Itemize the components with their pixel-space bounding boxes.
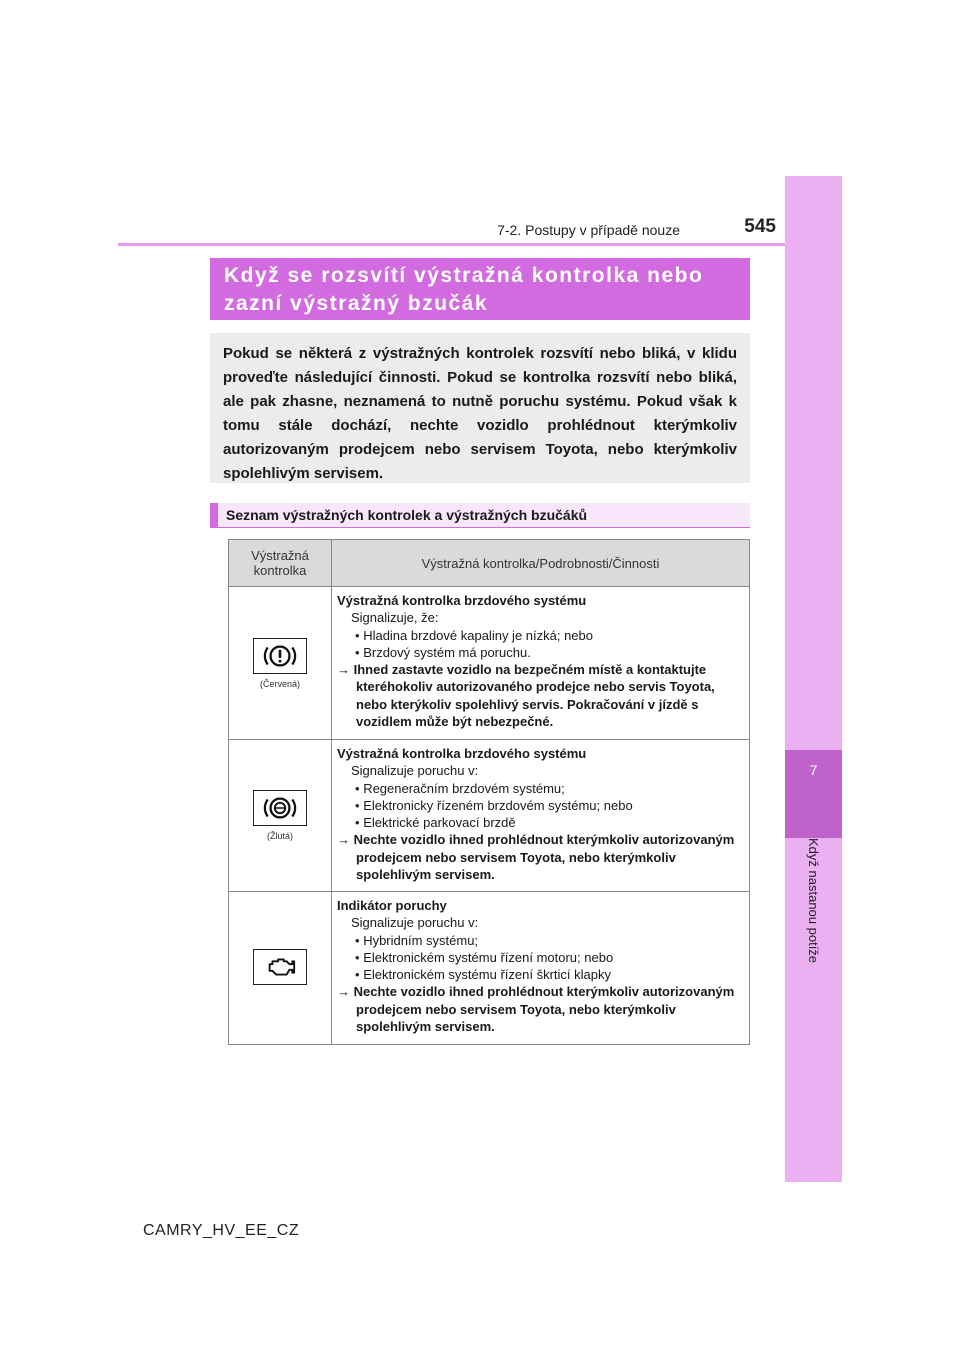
heading-line-2: zazní výstražný bzučák — [224, 292, 489, 315]
icon-caption: (Žlutá) — [266, 831, 293, 841]
row-title: Indikátor poruchy — [337, 898, 447, 913]
column-header-indicator: Výstražná kontrolka — [229, 540, 332, 587]
table-header-row — [229, 540, 750, 587]
header-rule — [118, 243, 785, 246]
chapter-label-text: Když nastanou potíže — [805, 838, 821, 964]
list-item: • Hladina brzdové kapaliny je nízká; nebo — [355, 627, 593, 643]
warning-lights-table — [228, 539, 750, 1045]
brake-system-fault-icon — [253, 790, 307, 826]
document-code: CAMRY_HV_EE_CZ — [143, 1222, 300, 1239]
subheading: Seznam výstražných kontrolek a výstražných bzučáků — [210, 503, 750, 528]
details-cell — [332, 892, 750, 1045]
table-row — [229, 892, 750, 1045]
column-header-details: Výstražná kontrolka/Podrobnosti/Činnosti — [332, 540, 750, 587]
section-heading — [210, 258, 750, 320]
details-cell — [332, 587, 750, 740]
page-number: 545 — [744, 216, 776, 237]
row-lead: Signalizuje poruchu v: — [351, 763, 479, 779]
chapter-number: 7 — [785, 750, 842, 838]
table-row — [229, 740, 750, 892]
list-item: • Hybridním systému; — [355, 932, 479, 948]
indicator-cell — [229, 587, 332, 740]
row-action: → Nechte vozidlo ihned prohlédnout kterýmkoliv autorizovaným prodejcem nebo servisem Toyota, nebo kterýmkoliv spolehlivým servisem. — [337, 832, 735, 883]
row-title: Výstražná kontrolka brzdového systému — [337, 593, 587, 608]
details-cell — [332, 740, 750, 892]
list-item: • Elektrické parkovací brzdě — [355, 815, 516, 831]
icon-caption: (Červená) — [259, 678, 300, 689]
brake-warning-icon — [253, 638, 307, 674]
indicator-cell — [229, 740, 332, 892]
indicator-cell — [229, 892, 332, 1045]
list-item: • Elektronickém systému řízení motoru; nebo — [355, 949, 614, 965]
row-lead: Signalizuje poruchu v: — [351, 915, 479, 931]
chapter-label — [785, 838, 842, 1038]
heading-line-1: Když se rozsvítí výstražná kontrolka nebo — [224, 264, 704, 287]
row-action: → Nechte vozidlo ihned prohlédnout kterýmkoliv autorizovaným prodejcem nebo servisem Toyota, nebo kterýmkoliv spolehlivým servisem. — [337, 984, 735, 1035]
row-lead: Signalizuje, že: — [351, 610, 439, 626]
list-item: • Elektronicky řízeném brzdovém systému; nebo — [355, 797, 633, 813]
section-title: 7-2. Postupy v případě nouze — [497, 222, 680, 238]
list-item: • Brzdový systém má poruchu. — [355, 644, 531, 660]
list-item: • Elektronickém systému řízení škrticí klapky — [355, 967, 611, 983]
row-action: → Ihned zastavte vozidlo na bezpečném místě a kontaktujte kteréhokoliv autorizovaného prodejce nebo servis Toyota, nebo kterýkoliv spolehlivý servis. Pokračování v jízdě s vozidlem může být nebezpečné. — [337, 662, 715, 730]
list-item: • Regeneračním brzdovém systému; — [355, 780, 565, 796]
intro-paragraph: Pokud se některá z výstražných kontrolek rozsvítí nebo bliká, v klidu proveďte následující činnosti. Pokud se kontrolka rozsvítí nebo bliká, ale pak zhasne, neznamená to nutně poruchu systému. Pokud však k tomu stále dochází, nechte vozidlo prohlédnout kterýmkoliv autorizovaným prodejcem nebo servisem Toyota, nebo kterýmkoliv spolehlivým servisem. — [210, 333, 750, 483]
table-row — [229, 587, 750, 740]
row-title: Výstražná kontrolka brzdového systému — [337, 746, 587, 761]
engine-malfunction-icon — [253, 949, 307, 985]
